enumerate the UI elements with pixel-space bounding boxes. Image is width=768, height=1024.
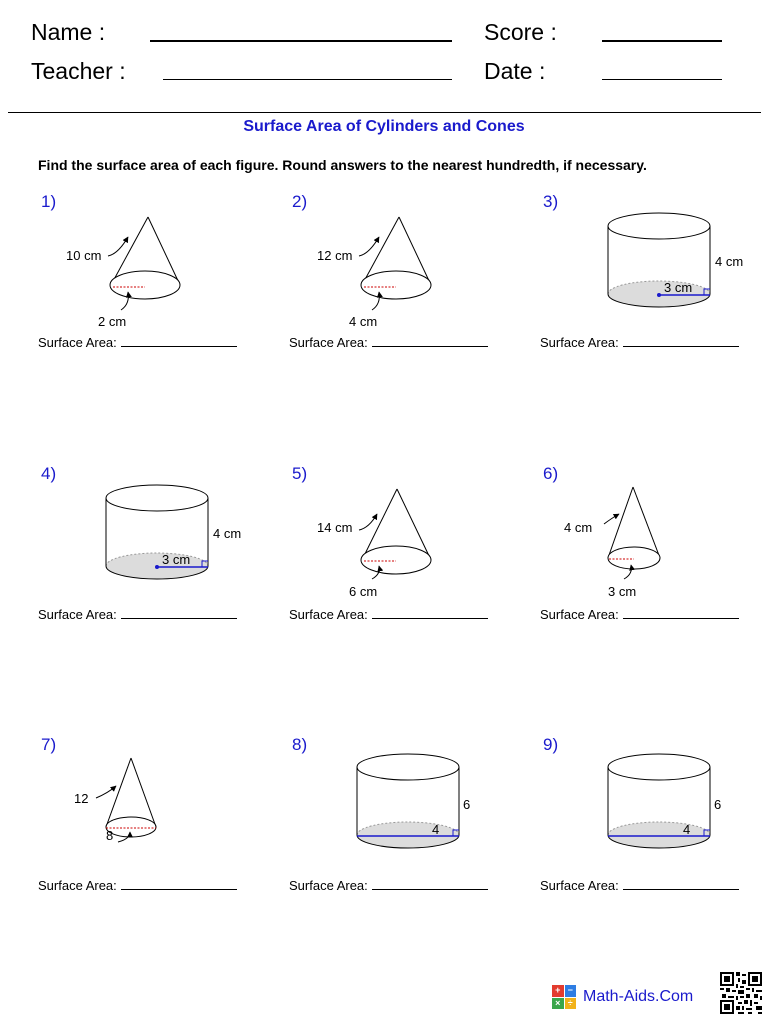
answer-blank[interactable]	[623, 335, 739, 347]
problem-5	[289, 464, 529, 704]
radius-label: 3 cm	[608, 584, 637, 599]
problem-number: 4)	[41, 464, 57, 483]
problem-1	[38, 192, 278, 432]
teacher-label: Teacher :	[31, 58, 126, 84]
answer-label: Surface Area:	[540, 878, 619, 893]
cylinder-figure	[289, 735, 529, 885]
slant-label: 14 cm	[317, 520, 353, 535]
header-divider	[8, 112, 761, 113]
problem-number: 3)	[543, 192, 559, 211]
problem-6	[540, 464, 768, 704]
instructions: Find the surface area of each figure. Round answers to the nearest hundredth, if necessary.	[38, 157, 647, 173]
radius-label: 4 cm	[349, 314, 378, 329]
answer-blank[interactable]	[623, 607, 739, 619]
answer-label: Surface Area:	[38, 878, 117, 893]
radius-label: 2 cm	[98, 314, 127, 329]
cylinder-figure	[540, 192, 768, 342]
math-aids-link[interactable]	[552, 985, 693, 1009]
answer-blank[interactable]	[372, 878, 488, 890]
problem-number: 8)	[292, 735, 308, 754]
answer-label: Surface Area:	[540, 607, 619, 622]
cone-figure	[38, 735, 278, 885]
problem-number: 9)	[543, 735, 559, 754]
answer-blank[interactable]	[121, 335, 237, 347]
answer-label: Surface Area:	[38, 335, 117, 350]
problem-number: 1)	[41, 192, 57, 211]
answer-label: Surface Area:	[289, 335, 368, 350]
date-label: Date :	[484, 58, 546, 84]
radius-label: 4	[683, 822, 691, 837]
answer-line[interactable]	[38, 335, 237, 350]
qr-code-icon	[720, 972, 762, 1014]
answer-blank[interactable]	[121, 878, 237, 890]
answer-blank[interactable]	[372, 607, 488, 619]
radius-label: 3 cm	[162, 552, 191, 567]
height-label: 6	[463, 797, 471, 812]
slant-label: 10 cm	[66, 248, 102, 263]
problem-number: 6)	[543, 464, 559, 483]
slant-label: 12 cm	[317, 248, 353, 263]
slant-label: 4 cm	[564, 520, 593, 535]
cylinder-figure	[540, 735, 768, 885]
page-title: Surface Area of Cylinders and Cones	[243, 118, 525, 135]
answer-label: Surface Area:	[289, 878, 368, 893]
cone-figure	[289, 192, 529, 342]
cone-figure	[38, 192, 278, 342]
score-field[interactable]	[602, 40, 722, 42]
problem-number: 2)	[292, 192, 308, 211]
problem-4	[38, 464, 278, 704]
score-label: Score :	[484, 19, 557, 45]
radius-label: 6 cm	[349, 584, 378, 599]
answer-label: Surface Area:	[540, 335, 619, 350]
answer-blank[interactable]	[372, 335, 488, 347]
answer-line[interactable]	[540, 607, 739, 622]
radius-label: 4	[432, 822, 440, 837]
problem-number: 7)	[41, 735, 57, 754]
problem-2	[289, 192, 529, 432]
answer-line[interactable]	[289, 878, 488, 893]
problem-7	[38, 735, 278, 975]
teacher-field[interactable]	[163, 79, 452, 80]
answer-line[interactable]	[540, 335, 739, 350]
slant-label: 12	[74, 791, 89, 806]
answer-label: Surface Area:	[289, 607, 368, 622]
height-label: 6	[714, 797, 722, 812]
name-label: Name :	[31, 19, 106, 45]
answer-line[interactable]	[289, 607, 488, 622]
problem-9	[540, 735, 768, 975]
answer-line[interactable]	[540, 878, 739, 893]
answer-line[interactable]	[289, 335, 488, 350]
brand-text[interactable]: Math-Aids.Com	[583, 988, 694, 1005]
radius-label: 8	[106, 828, 114, 843]
problem-number: 5)	[292, 464, 308, 483]
radius-label: 3 cm	[664, 280, 693, 295]
cone-figure	[540, 464, 768, 614]
cone-figure	[289, 464, 529, 614]
cylinder-figure	[38, 464, 278, 614]
problem-3	[540, 192, 768, 432]
problem-8	[289, 735, 529, 975]
height-label: 4 cm	[213, 526, 242, 541]
height-label: 4 cm	[715, 254, 744, 269]
calculator-icon: + − × ÷	[552, 985, 576, 1009]
answer-blank[interactable]	[623, 878, 739, 890]
date-field[interactable]	[602, 79, 722, 80]
answer-line[interactable]	[38, 607, 237, 622]
name-field[interactable]	[150, 40, 452, 42]
answer-line[interactable]	[38, 878, 237, 893]
answer-label: Surface Area:	[38, 607, 117, 622]
answer-blank[interactable]	[121, 607, 237, 619]
